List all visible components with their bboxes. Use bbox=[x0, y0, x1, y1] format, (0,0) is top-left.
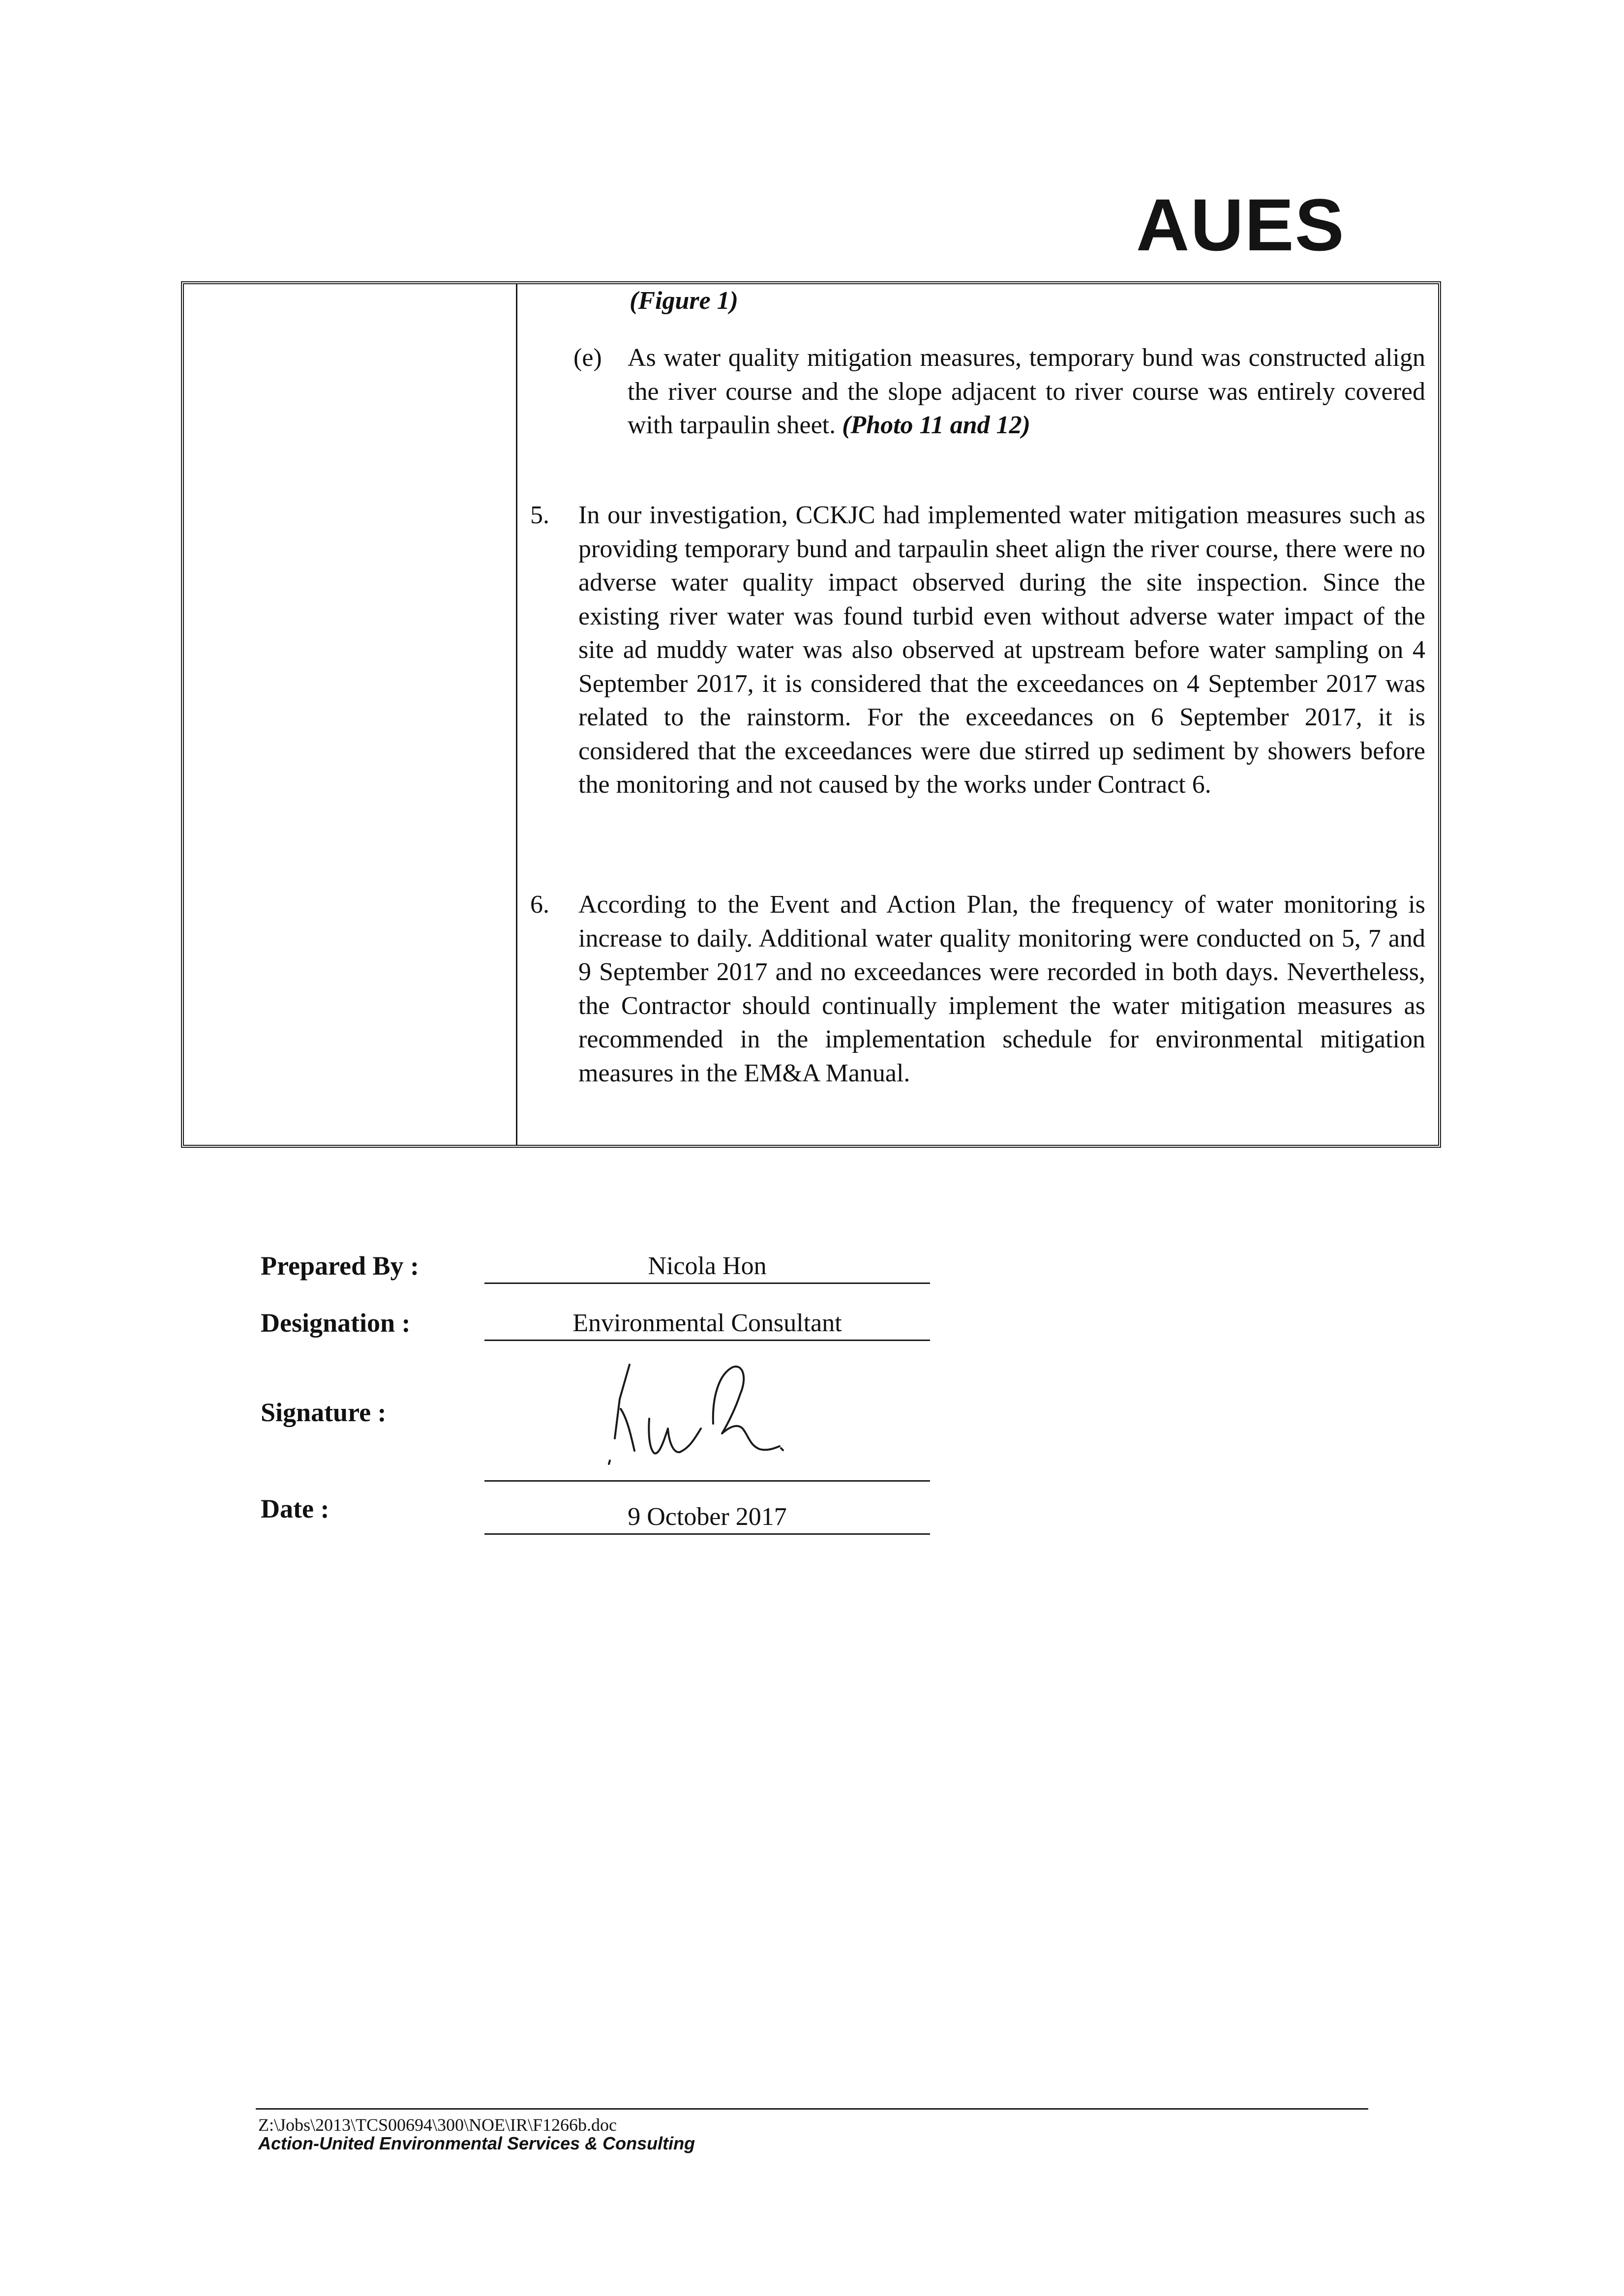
table-left-cell bbox=[184, 284, 517, 1145]
date-value: 9 October 2017 bbox=[628, 1503, 787, 1531]
item-e-photo-ref: (Photo 11 and 12) bbox=[842, 411, 1030, 439]
date-underline bbox=[484, 1533, 930, 1535]
footer-company-name: Action-United Environmental Services & Consulting bbox=[258, 2133, 695, 2153]
item-5-paragraph: In our investigation, CCKJC had implemented water mitigation measures such as providing temporary bund and tarpaulin sheet align the river course, there were no adverse water quality impact observed during the site inspection. Since the existing river water was found turbid even without adverse water impact of the site ad muddy water was also observed at upstream before water sampling on 4 September 2017, it is considered that the exceedances on 4 September 2017 was related to the rainstorm. For the exceedances on 6 September 2017, it is considered that the exceedances were due stirred up sediment by showers before the monitoring and not caused by the works under Contract 6. bbox=[578, 501, 1425, 799]
figure-reference: (Figure 1) bbox=[630, 287, 738, 315]
item-e-text: As water quality mitigation measures, temporary bund was constructed align the river course and the slope adjacent to river course was entirely covered with tarpaulin sheet. bbox=[628, 344, 1425, 439]
footer-file-path: Z:\Jobs\2013\TCS00694\300\NOE\IR\F1266b.doc bbox=[258, 2115, 617, 2135]
company-logo: AUES bbox=[1136, 183, 1345, 266]
footer-rule bbox=[256, 2108, 1368, 2110]
designation-value: Environmental Consultant bbox=[572, 1309, 842, 1337]
item-e-marker: (e) bbox=[573, 344, 602, 372]
item-e-paragraph bbox=[628, 341, 1425, 443]
prepared-by-underline bbox=[484, 1282, 930, 1284]
signature-underline bbox=[484, 1480, 930, 1482]
item-6-paragraph: According to the Event and Action Plan, the frequency of water monitoring is increase to daily. Additional water quality monitoring were conducted on 5, 7 and 9 September 2017 and no exceedances were recorded in both days. Nevertheless, the Contractor should continually implement the water mitigation measures as recommended in the implementation schedule for environmental mitigation measures in the EM&A Manual. bbox=[578, 891, 1425, 1087]
designation-label: Designation : bbox=[261, 1308, 411, 1338]
prepared-by-value: Nicola Hon bbox=[648, 1252, 767, 1280]
designation-underline bbox=[484, 1340, 930, 1341]
signature-label: Signature : bbox=[261, 1398, 387, 1427]
date-label: Date : bbox=[261, 1494, 330, 1523]
handwritten-signature bbox=[590, 1355, 816, 1473]
item-6-marker: 6. bbox=[530, 891, 549, 919]
prepared-by-label: Prepared By : bbox=[261, 1251, 419, 1281]
item-5-marker: 5. bbox=[530, 501, 549, 529]
